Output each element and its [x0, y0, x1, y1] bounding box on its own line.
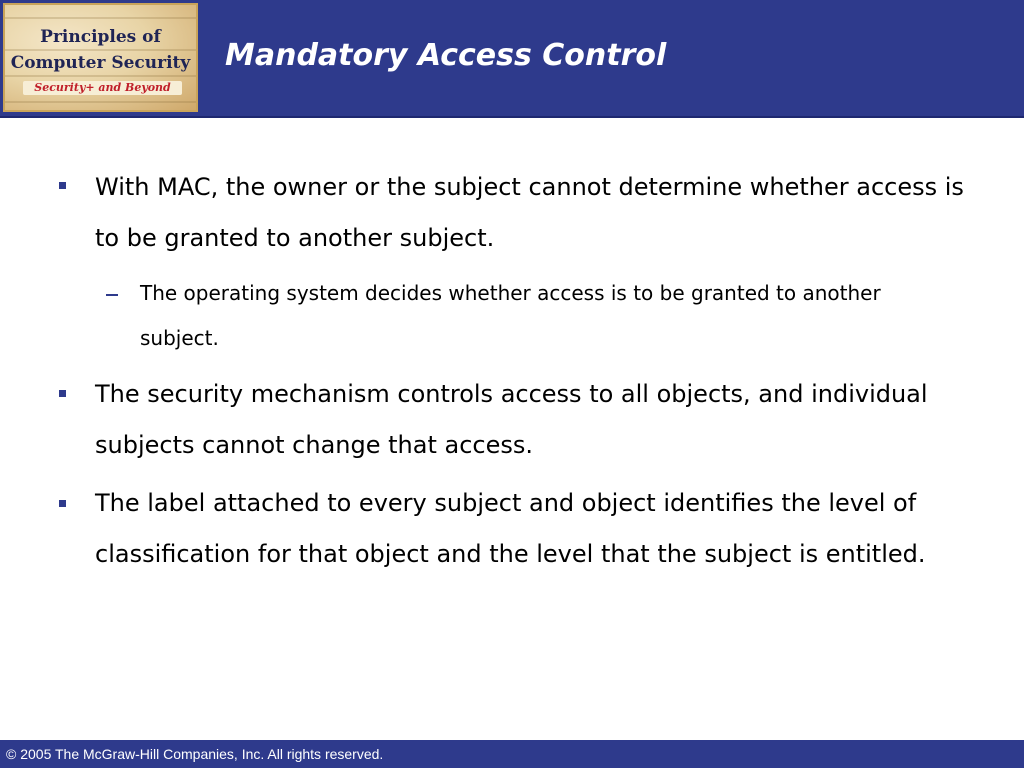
header-band	[0, 0, 1024, 118]
sub-bullet-item: The operating system decides whether access is to be granted to another subject.	[140, 281, 881, 350]
slide-title: Mandatory Access Control	[225, 38, 667, 73]
book-logo	[3, 3, 198, 112]
sub-bullet-marker	[106, 294, 118, 296]
logo-title-line1: Principles of	[40, 27, 161, 47]
logo-tagline: Security+ and Beyond	[23, 81, 182, 95]
bullet-marker	[59, 182, 66, 189]
copyright-notice: © 2005 The McGraw-Hill Companies, Inc. All rights reserved.	[6, 746, 384, 762]
logo-title-line2: Computer Security	[10, 53, 191, 73]
bullet-item: The label attached to every subject and object identifies the level of classification for that object and the level that the subject is entitled.	[95, 489, 926, 568]
bullet-marker	[59, 390, 66, 397]
bullet-item: With MAC, the owner or the subject cannot determine whether access is to be granted to another subject.	[95, 173, 964, 252]
bullet-marker	[59, 500, 66, 507]
footer-band	[0, 740, 1024, 768]
bullet-item: The security mechanism controls access to all objects, and individual subjects cannot change that access.	[95, 380, 928, 459]
